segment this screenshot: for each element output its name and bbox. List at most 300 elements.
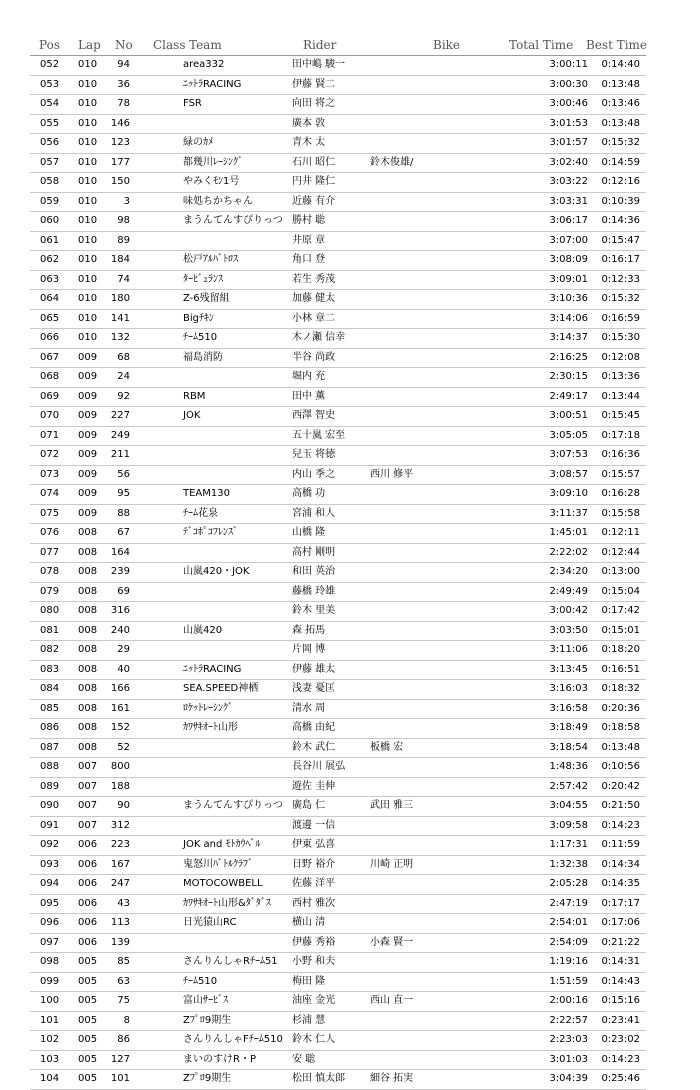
row-team: Bigﾁｷﾝ (183, 312, 214, 324)
row-number: 8 (123, 1014, 130, 1026)
row-pos: 063 (40, 273, 60, 285)
row-total-time: 2:54:09 (549, 936, 588, 948)
table-row (30, 407, 646, 427)
row-pos: 097 (40, 936, 60, 948)
table-row (30, 290, 646, 310)
row-pos: 081 (40, 624, 60, 636)
row-pos: 066 (40, 332, 60, 343)
row-team: TEAM130 (183, 488, 230, 499)
row-number: 52 (117, 741, 130, 753)
row-rider: 鈴木 里美 (292, 605, 336, 616)
row-pos: 087 (40, 741, 60, 753)
row-number: 211 (110, 449, 130, 460)
row-total-time: 2:22:57 (549, 1014, 588, 1026)
row-rider: 和田 英治 (292, 566, 336, 577)
row-number: 68 (117, 351, 130, 363)
table-row (30, 310, 646, 330)
row-best-time: 0:18:20 (601, 644, 640, 655)
table-row (30, 680, 646, 700)
row-rider: 鈴木 武仁 (292, 741, 336, 753)
row-rider: 松田 慎太郎 (292, 1073, 346, 1084)
row-number: 123 (110, 137, 130, 148)
row-number: 152 (110, 722, 130, 733)
row-rider: 小林 章二 (292, 312, 336, 324)
row-pos: 057 (40, 156, 60, 168)
row-lap: 005 (78, 995, 98, 1006)
table-row (30, 700, 646, 720)
row-best-time: 0:14:35 (601, 878, 640, 889)
row-best-time: 0:12:16 (601, 176, 640, 187)
row-total-time: 3:06:17 (549, 215, 588, 226)
row-best-time: 0:14:23 (601, 1053, 640, 1065)
table-row (30, 271, 646, 291)
row-total-time: 3:01:57 (549, 137, 588, 148)
row-lap: 010 (78, 332, 98, 343)
table-row (30, 778, 646, 798)
table-row (30, 797, 646, 817)
table-row (30, 232, 646, 252)
row-lap: 005 (78, 1034, 98, 1045)
row-best-time: 0:14:59 (601, 156, 640, 168)
row-best-time: 0:23:41 (601, 1014, 640, 1026)
row-rider: 井原 章 (292, 234, 326, 246)
row-pos: 085 (40, 702, 60, 714)
row-lap: 009 (78, 410, 98, 421)
row-best-time: 0:17:17 (601, 897, 640, 909)
row-rider: 内山 季之 (292, 468, 336, 480)
row-lap: 008 (78, 663, 98, 675)
row-lap: 007 (78, 800, 98, 811)
row-rider-2: 西山 直一 (370, 995, 414, 1006)
row-total-time: 3:14:06 (549, 312, 588, 324)
row-lap: 010 (78, 176, 98, 187)
row-number: 240 (110, 624, 130, 636)
table-row (30, 856, 646, 876)
table-row (30, 934, 646, 954)
row-rider: 青木 太 (292, 137, 326, 148)
row-total-time: 3:18:49 (549, 722, 588, 733)
row-lap: 010 (78, 234, 98, 246)
row-lap: 007 (78, 819, 98, 831)
row-lap: 010 (78, 215, 98, 226)
row-rider-2: 川崎 正明 (370, 858, 414, 870)
row-rider: 西澤 智史 (292, 410, 336, 421)
row-pos: 053 (40, 78, 60, 90)
row-best-time: 0:13:00 (601, 566, 640, 577)
row-best-time: 0:14:23 (601, 819, 640, 831)
row-team: RBM (183, 390, 206, 402)
row-number: 316 (110, 605, 130, 616)
row-number: 164 (110, 546, 130, 558)
table-header (30, 36, 646, 56)
table-row (30, 563, 646, 583)
row-team: area332 (183, 59, 225, 70)
row-total-time: 3:00:30 (549, 78, 588, 90)
row-lap: 010 (78, 293, 98, 304)
row-team: ﾁｰﾑ510 (183, 332, 218, 343)
row-pos: 071 (40, 429, 60, 441)
row-rider-2: 小森 賢一 (370, 936, 414, 948)
table-row (30, 115, 646, 135)
row-team: 日光猿山RC (183, 917, 237, 928)
row-team: まうんてんすぴりっつ (183, 215, 283, 226)
row-lap: 009 (78, 507, 98, 519)
table-row (30, 973, 646, 993)
row-rider: 勝村 聡 (292, 215, 326, 226)
row-number: 67 (117, 527, 130, 538)
row-number: 86 (117, 1034, 130, 1045)
row-lap: 009 (78, 371, 98, 382)
row-team: ﾁｰﾑ510 (183, 975, 218, 987)
row-rider-2: 板橋 宏 (370, 741, 404, 753)
row-total-time: 3:01:53 (549, 117, 588, 129)
row-best-time: 0:15:32 (601, 137, 640, 148)
table-row (30, 817, 646, 837)
row-rider: 杉浦 慧 (292, 1014, 326, 1026)
row-rider: 西村 雅次 (292, 897, 336, 909)
row-total-time: 2:47:19 (549, 897, 588, 909)
table-row (30, 914, 646, 934)
row-best-time: 0:20:36 (601, 702, 640, 714)
row-rider-2: 西川 修平 (370, 468, 414, 480)
row-rider: 油座 金光 (292, 995, 336, 1006)
row-lap: 005 (78, 956, 98, 967)
table-row (30, 95, 646, 115)
row-best-time: 0:21:50 (601, 800, 640, 811)
row-pos: 104 (40, 1073, 60, 1084)
row-total-time: 3:00:11 (549, 59, 588, 70)
table-row (30, 875, 646, 895)
row-rider: 清水 周 (292, 702, 326, 714)
row-pos: 101 (40, 1014, 60, 1026)
row-best-time: 0:12:44 (601, 546, 640, 558)
row-pos: 089 (40, 780, 60, 792)
row-best-time: 0:15:16 (601, 995, 640, 1006)
row-team: 味処ちかちゃん (183, 195, 253, 207)
table-row (30, 1070, 646, 1090)
row-rider: 長谷川 展弘 (292, 761, 346, 772)
table-row (30, 388, 646, 408)
row-pos: 055 (40, 117, 60, 129)
row-rider: 横山 清 (292, 917, 326, 928)
row-pos: 064 (40, 293, 60, 304)
row-number: 92 (117, 390, 130, 402)
row-rider: 若生 秀茂 (292, 273, 336, 285)
row-team: JOK (183, 410, 201, 421)
row-pos: 061 (40, 234, 60, 246)
row-lap: 010 (78, 137, 98, 148)
table-row (30, 76, 646, 96)
row-best-time: 0:21:22 (601, 936, 640, 948)
row-number: 177 (110, 156, 130, 168)
table-row (30, 368, 646, 388)
row-number: 56 (117, 468, 130, 480)
row-best-time: 0:17:06 (601, 917, 640, 928)
row-number: 3 (123, 195, 130, 207)
row-lap: 007 (78, 761, 98, 772)
row-lap: 008 (78, 527, 98, 538)
row-best-time: 0:14:43 (601, 975, 640, 987)
row-pos: 096 (40, 917, 60, 928)
row-number: 132 (110, 332, 130, 343)
row-lap: 005 (78, 1073, 98, 1084)
row-total-time: 3:14:37 (549, 332, 588, 343)
table-row (30, 836, 646, 856)
header-total-time: Total Time (509, 38, 574, 52)
row-number: 98 (117, 215, 130, 226)
row-rider: 木ノ瀬 信幸 (292, 332, 346, 343)
row-lap: 009 (78, 429, 98, 441)
row-best-time: 0:13:36 (601, 371, 640, 382)
row-rider: 佐藤 洋平 (292, 878, 336, 889)
row-best-time: 0:16:36 (601, 449, 640, 460)
row-team: Z-6残留組 (183, 293, 230, 304)
row-best-time: 0:15:45 (601, 410, 640, 421)
row-best-time: 0:12:08 (601, 351, 640, 363)
row-number: 63 (117, 975, 130, 987)
header-best-time: Best Time (586, 38, 648, 52)
row-number: 75 (117, 995, 130, 1006)
row-rider: 廣島 仁 (292, 800, 326, 811)
row-lap: 010 (78, 254, 98, 265)
row-team: 松戸ｱﾙﾊﾞﾄﾛｽ (183, 254, 238, 265)
row-team: 緑のｶﾒ (183, 137, 213, 148)
row-rider: 藤橋 玲雄 (292, 585, 336, 597)
row-pos: 100 (40, 995, 60, 1006)
row-number: 40 (117, 663, 130, 675)
row-number: 95 (117, 488, 130, 499)
row-rider: 日野 裕介 (292, 858, 336, 870)
row-lap: 008 (78, 702, 98, 714)
row-rider: 角口 登 (292, 254, 326, 265)
row-best-time: 0:23:02 (601, 1034, 640, 1045)
row-best-time: 0:12:33 (601, 273, 640, 285)
row-total-time: 3:11:37 (549, 507, 588, 519)
table-row (30, 758, 646, 778)
row-number: 141 (110, 312, 130, 324)
header-rider: Rider (303, 38, 337, 52)
row-rider: 伊藤 賢二 (292, 78, 336, 90)
row-lap: 009 (78, 390, 98, 402)
row-lap: 008 (78, 566, 98, 577)
row-total-time: 2:05:28 (549, 878, 588, 889)
row-total-time: 1:51:59 (549, 975, 588, 987)
row-best-time: 0:15:01 (601, 624, 640, 636)
row-number: 146 (110, 117, 130, 129)
row-best-time: 0:16:28 (601, 488, 640, 499)
row-rider: 石川 昭仁 (292, 156, 336, 168)
row-lap: 008 (78, 605, 98, 616)
results-sheet (30, 36, 646, 1090)
row-pos: 060 (40, 215, 60, 226)
row-total-time: 3:16:58 (549, 702, 588, 714)
row-total-time: 1:48:36 (549, 761, 588, 772)
header-pos: Pos (39, 38, 60, 52)
row-pos: 069 (40, 390, 60, 402)
row-total-time: 3:08:09 (549, 254, 588, 265)
row-total-time: 1:45:01 (549, 527, 588, 538)
row-rider: 鈴木 仁人 (292, 1034, 336, 1045)
row-best-time: 0:20:42 (601, 780, 640, 792)
row-number: 247 (110, 878, 130, 889)
table-row (30, 446, 646, 466)
row-best-time: 0:10:56 (601, 761, 640, 772)
row-number: 29 (117, 644, 130, 655)
row-team: 都幾川ﾚｰｼﾝｸﾞ (183, 156, 243, 168)
row-lap: 010 (78, 117, 98, 129)
row-best-time: 0:11:59 (601, 839, 640, 850)
row-pos: 094 (40, 878, 60, 889)
table-row (30, 1031, 646, 1051)
row-team: 山嵐420・JOK (183, 566, 250, 577)
row-number: 36 (117, 78, 130, 90)
row-best-time: 0:25:46 (601, 1073, 640, 1084)
row-pos: 062 (40, 254, 60, 265)
row-total-time: 3:09:01 (549, 273, 588, 285)
row-pos: 073 (40, 468, 60, 480)
row-team: ﾀｰﾋﾞｭﾗﾝｽ (183, 273, 223, 285)
row-rider: 森 拓馬 (292, 624, 326, 636)
table-row (30, 251, 646, 271)
row-rider: 兒玉 将徳 (292, 449, 336, 460)
row-pos: 068 (40, 371, 60, 382)
row-best-time: 0:16:51 (601, 663, 640, 675)
row-number: 43 (117, 897, 130, 909)
header-lap: Lap (78, 38, 101, 52)
row-lap: 007 (78, 780, 98, 792)
row-total-time: 2:34:20 (549, 566, 588, 577)
row-rider: 伊東 弘喜 (292, 839, 336, 850)
row-team: まいのすけR・P (183, 1053, 256, 1065)
row-total-time: 3:18:54 (549, 741, 588, 753)
row-team: 鬼怒川ﾊﾞﾄﾙｸﾗﾌﾞ (183, 858, 253, 870)
row-pos: 103 (40, 1053, 60, 1065)
row-best-time: 0:15:30 (601, 332, 640, 343)
row-rider: 田中嶋 駿一 (292, 59, 346, 70)
table-row (30, 173, 646, 193)
table-row (30, 583, 646, 603)
row-best-time: 0:13:48 (601, 741, 640, 753)
row-pos: 095 (40, 897, 60, 909)
row-lap: 010 (78, 98, 98, 109)
row-best-time: 0:13:44 (601, 390, 640, 402)
row-team: さんりんしゃFﾁｰﾑ510 (183, 1034, 283, 1045)
row-team: ﾃﾞｺﾎﾟｺﾌﾚﾝｽﾞ (183, 527, 238, 538)
row-pos: 102 (40, 1034, 60, 1045)
row-team: やみくﾓﾝ1号 (183, 176, 240, 187)
row-lap: 008 (78, 722, 98, 733)
row-pos: 084 (40, 683, 60, 694)
row-total-time: 3:09:10 (549, 488, 588, 499)
row-total-time: 3:04:39 (549, 1073, 588, 1084)
table-row (30, 661, 646, 681)
row-pos: 086 (40, 722, 60, 733)
row-pos: 075 (40, 507, 60, 519)
row-pos: 078 (40, 566, 60, 577)
row-total-time: 3:13:45 (549, 663, 588, 675)
row-rider: 渡邊 一信 (292, 819, 336, 831)
row-number: 101 (110, 1073, 130, 1084)
row-number: 239 (110, 566, 130, 577)
row-lap: 006 (78, 858, 98, 870)
row-rider-2: 細谷 拓実 (370, 1073, 414, 1084)
row-total-time: 3:04:55 (549, 800, 588, 811)
row-rider: 小野 和夫 (292, 956, 336, 967)
table-row (30, 992, 646, 1012)
row-pos: 080 (40, 605, 60, 616)
row-lap: 010 (78, 195, 98, 207)
row-team: SEA.SPEED神栖 (183, 683, 259, 694)
row-rider: 向田 将之 (292, 98, 336, 109)
row-rider: 安 聡 (292, 1053, 316, 1065)
row-number: 90 (117, 800, 130, 811)
row-best-time: 0:14:31 (601, 956, 640, 967)
row-number: 88 (117, 507, 130, 519)
row-best-time: 0:18:32 (601, 683, 640, 694)
row-rider: 宮浦 和人 (292, 507, 336, 519)
row-best-time: 0:16:59 (601, 312, 640, 324)
row-lap: 006 (78, 839, 98, 850)
row-rider-2: 武田 雅三 (370, 800, 414, 811)
row-best-time: 0:13:46 (601, 98, 640, 109)
table-row (30, 953, 646, 973)
row-number: 166 (110, 683, 130, 694)
row-team: MOTOCOWBELL (183, 878, 263, 889)
row-lap: 005 (78, 975, 98, 987)
row-lap: 005 (78, 1053, 98, 1065)
row-rider: 山橋 隆 (292, 527, 326, 538)
row-pos: 070 (40, 410, 60, 421)
row-rider: 浅妻 憂匡 (292, 683, 336, 694)
table-row (30, 641, 646, 661)
row-team: さんりんしゃRﾁｰﾑ51 (183, 956, 278, 967)
row-pos: 054 (40, 98, 60, 109)
row-rider-2: 鈴木俊雄/ (370, 156, 414, 168)
row-rider: 田中 薫 (292, 390, 326, 402)
row-number: 78 (117, 98, 130, 109)
row-pos: 090 (40, 800, 60, 811)
row-lap: 008 (78, 546, 98, 558)
row-total-time: 2:57:42 (549, 780, 588, 792)
row-lap: 010 (78, 312, 98, 324)
header-no: No (115, 38, 133, 52)
row-total-time: 2:16:25 (549, 351, 588, 363)
row-team: ﾛｹｯﾄﾚｰｼﾝｸﾞ (183, 702, 233, 714)
row-lap: 008 (78, 644, 98, 655)
row-lap: 010 (78, 156, 98, 168)
table-body (30, 56, 646, 1090)
row-rider: 円井 隆仁 (292, 176, 336, 187)
row-total-time: 3:05:05 (549, 429, 588, 441)
row-total-time: 3:01:03 (549, 1053, 588, 1065)
row-total-time: 3:07:00 (549, 234, 588, 246)
table-row (30, 154, 646, 174)
row-number: 188 (110, 780, 130, 792)
table-row (30, 485, 646, 505)
row-rider: 伊藤 雄太 (292, 663, 336, 675)
row-pos: 072 (40, 449, 60, 460)
row-total-time: 1:19:16 (549, 956, 588, 967)
row-total-time: 3:10:36 (549, 293, 588, 304)
row-number: 69 (117, 585, 130, 597)
row-rider: 加藤 健太 (292, 293, 336, 304)
row-lap: 006 (78, 917, 98, 928)
row-rider: 廣本 敦 (292, 117, 326, 129)
table-row (30, 739, 646, 759)
row-total-time: 3:00:46 (549, 98, 588, 109)
row-lap: 005 (78, 1014, 98, 1026)
table-row (30, 134, 646, 154)
